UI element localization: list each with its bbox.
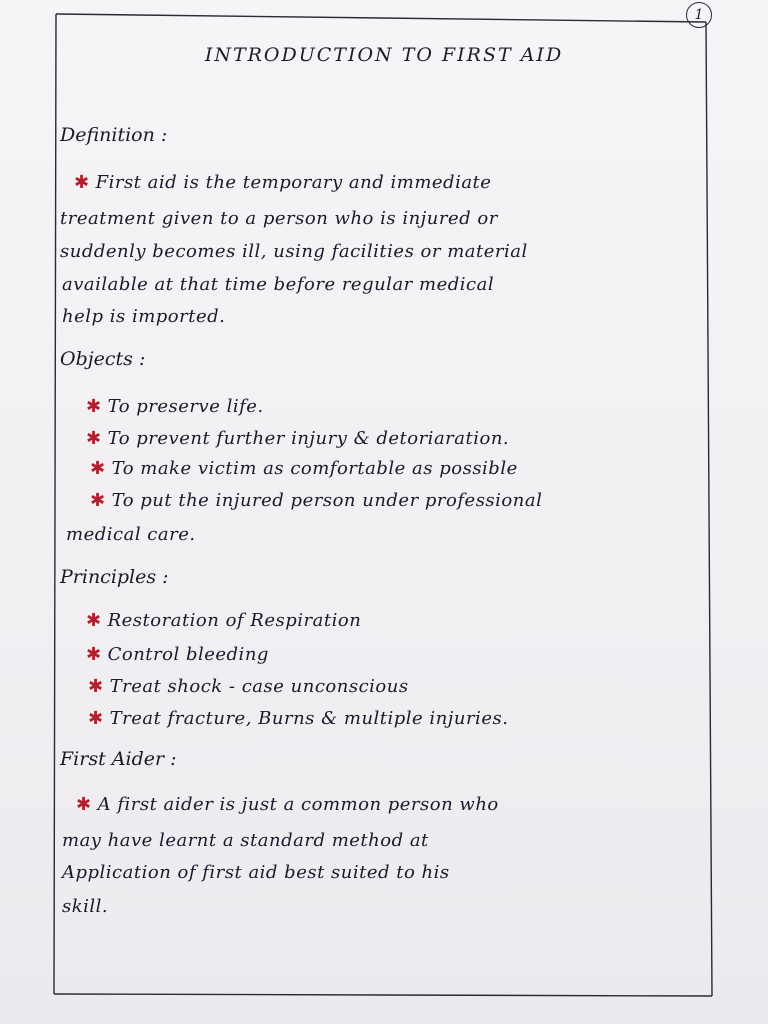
asterisk-bullet-icon: ✱ (86, 428, 102, 449)
definition-line-5: help is imported. (62, 306, 226, 327)
definition-heading: Definition : (60, 124, 168, 146)
first-aider-line-2: may have learnt a standard method at (62, 830, 429, 851)
objects-item-text: To prevent further injury & detoriaration. (107, 428, 510, 449)
first-aider-heading: First Aider : (60, 748, 177, 770)
objects-item-4 (90, 490, 542, 511)
principles-item-4 (88, 708, 508, 729)
principles-item-text: Control bleeding (107, 644, 269, 665)
principles-item-text: Treat fracture, Burns & multiple injuries. (109, 708, 509, 729)
principles-heading: Principles : (60, 566, 169, 588)
objects-item-2 (86, 428, 509, 449)
page-title: INTRODUCTION TO FIRST AID (204, 44, 564, 66)
asterisk-bullet-icon: ✱ (86, 610, 102, 631)
asterisk-bullet-icon: ✱ (88, 708, 104, 729)
objects-heading: Objects : (60, 348, 146, 370)
definition-text-1: First aid is the temporary and immediate (95, 172, 492, 193)
definition-line-2: treatment given to a person who is injured or (60, 208, 498, 229)
first-aider-line-1 (76, 794, 499, 815)
definition-line-3: suddenly becomes ill, using facilities or material (60, 241, 528, 262)
asterisk-bullet-icon: ✱ (74, 172, 90, 193)
asterisk-bullet-icon: ✱ (90, 458, 106, 479)
definition-line-4: available at that time before regular medical (62, 274, 495, 295)
objects-item-1 (86, 396, 264, 417)
objects-item-text: To make victim as comfortable as possible (111, 458, 518, 479)
principles-item-text: Treat shock - case unconscious (109, 676, 409, 697)
asterisk-bullet-icon: ✱ (76, 794, 92, 815)
page-number: 1 (686, 2, 712, 28)
principles-item-text: Restoration of Respiration (107, 610, 362, 631)
principles-item-3 (88, 676, 409, 697)
asterisk-bullet-icon: ✱ (88, 676, 104, 697)
objects-item-text: To put the injured person under professional (111, 490, 543, 511)
asterisk-bullet-icon: ✱ (86, 396, 102, 417)
asterisk-bullet-icon: ✱ (86, 644, 102, 665)
first-aider-text-1: A first aider is just a common person who (97, 794, 499, 815)
objects-item-3 (90, 458, 518, 479)
asterisk-bullet-icon: ✱ (90, 490, 106, 511)
first-aider-line-4: skill. (62, 896, 109, 917)
definition-line-1 (74, 172, 491, 193)
objects-item-text: To preserve life. (107, 396, 264, 417)
first-aider-line-3: Application of first aid best suited to his (62, 862, 450, 883)
principles-item-1 (86, 610, 361, 631)
principles-item-2 (86, 644, 269, 665)
objects-continuation: medical care. (66, 524, 196, 545)
